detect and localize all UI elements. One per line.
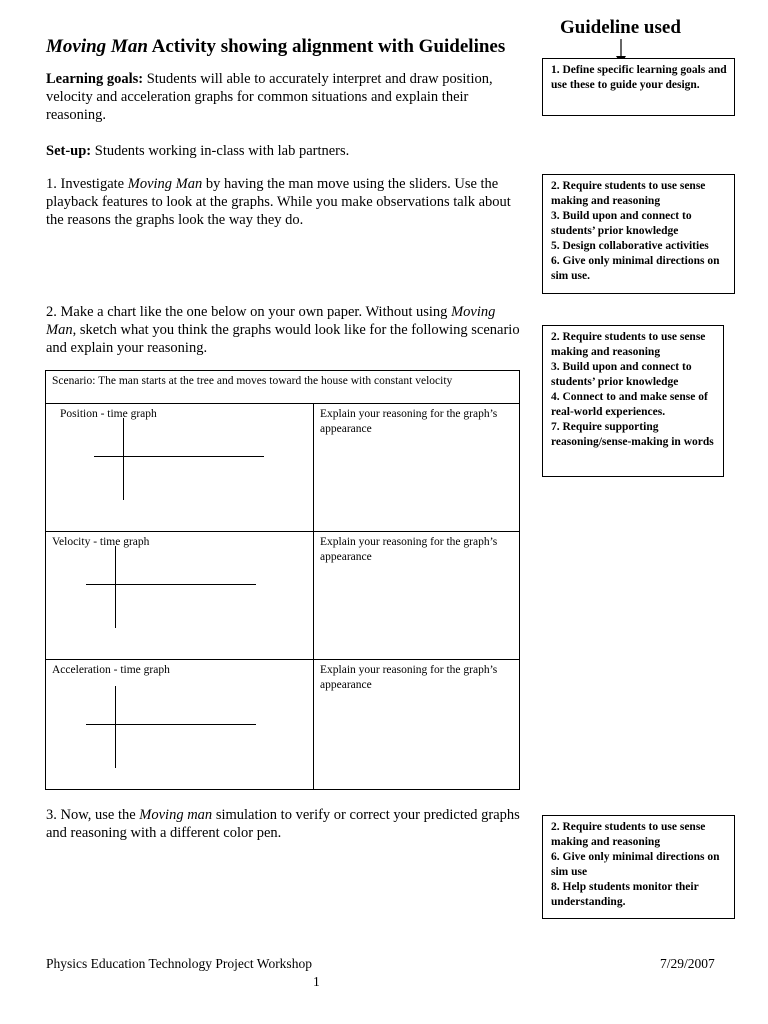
page-number: 1 [313,974,320,989]
step-1-post: by having the man move using the sliders. Use the playback features to look at the graphs. While you make observations talk about the reasons the graphs look the way they do. [46,176,511,228]
title-italic: Moving Man [46,36,148,57]
explain-label: Explain your reasoning for the graph’s appearance [320,408,498,435]
blank-axes [60,422,240,512]
guideline-item: 6. Give only minimal directions on sim use. [551,255,720,282]
step-3-post: simulation to verify or correct your predicted graphs and reasoning with a different color pen. [46,807,520,841]
step-2 [46,303,524,357]
title-rest: Activity showing alignment with Guidelines [147,36,506,57]
guideline-item: 7. Require supporting reasoning/sense-making in words [551,421,714,448]
step-1-pre: 1. Investigate [46,176,128,192]
learning-goals [46,70,524,124]
step-3-italic: Moving man [139,807,213,823]
explain-cell [314,660,520,790]
blank-axes [60,550,240,640]
scenario-text: Scenario: The man starts at the tree and moves toward the house with constant velocity [52,375,453,387]
footer-left: Physics Education Technology Project Workshop [46,956,312,971]
table-row [46,660,520,790]
guideline-box-2 [542,174,735,294]
step-3 [46,806,524,842]
graph-cell-position [46,404,314,532]
explain-label: Explain your reasoning for the graph’s appearance [320,664,498,691]
guideline-box-4 [542,815,735,919]
guideline-item: 5. Design collaborative activities [551,240,709,252]
guideline-item: 3. Build upon and connect to students’ prior knowledge [551,210,692,237]
step-2-pre: 2. Make a chart like the one below on your own paper. Without using [46,304,452,320]
step-2-italic: Moving Man [46,304,496,338]
setup-text: Students working in-class with lab partners. [91,143,350,159]
learning-goals-text: Students will able to accurately interpret and draw position, velocity and acceleration graphs for common situations and explain their reasoning. [46,71,493,123]
scenario-cell [46,371,520,404]
guideline-item: 1. Define specific learning goals and use these to guide your design. [551,64,727,91]
guideline-item: 8. Help students monitor their understanding. [551,881,699,908]
guideline-box-1 [542,58,735,116]
guideline-item: 4. Connect to and make sense of real-world experiences. [551,391,708,418]
graph-label: Acceleration - time graph [52,664,170,676]
setup-label: Set-up: [46,143,92,159]
explain-cell [314,404,520,532]
step-1-italic: Moving Man [127,176,203,192]
guideline-item: 2. Require students to use sense making and reasoning [551,331,706,358]
step-3-pre: 3. Now, use the [46,807,140,823]
graph-label: Velocity - time graph [52,536,150,548]
table-row [46,532,520,660]
guideline-item: 2. Require students to use sense making and reasoning [551,821,706,848]
footer-date: 7/29/2007 [660,956,715,971]
page-title [46,36,505,58]
explain-cell [314,532,520,660]
graph-cell-acceleration [46,660,314,790]
graph-cell-velocity [46,532,314,660]
guideline-heading: Guideline used [560,17,681,38]
prediction-chart [45,370,520,790]
graph-label: Position - time graph [60,408,157,420]
explain-label: Explain your reasoning for the graph’s appearance [320,536,498,563]
guideline-box-3 [542,325,724,477]
table-row [46,404,520,532]
blank-axes [60,690,240,780]
step-1 [46,175,524,229]
setup [46,142,524,160]
learning-goals-label: Learning goals: [46,71,144,87]
guideline-item: 2. Require students to use sense making and reasoning [551,180,706,207]
step-2-post: , sketch what you think the graphs would look like for the following scenario and explain your reasoning. [46,322,520,356]
guideline-item: 3. Build upon and connect to students’ prior knowledge [551,361,692,388]
guideline-item: 6. Give only minimal directions on sim use [551,851,720,878]
